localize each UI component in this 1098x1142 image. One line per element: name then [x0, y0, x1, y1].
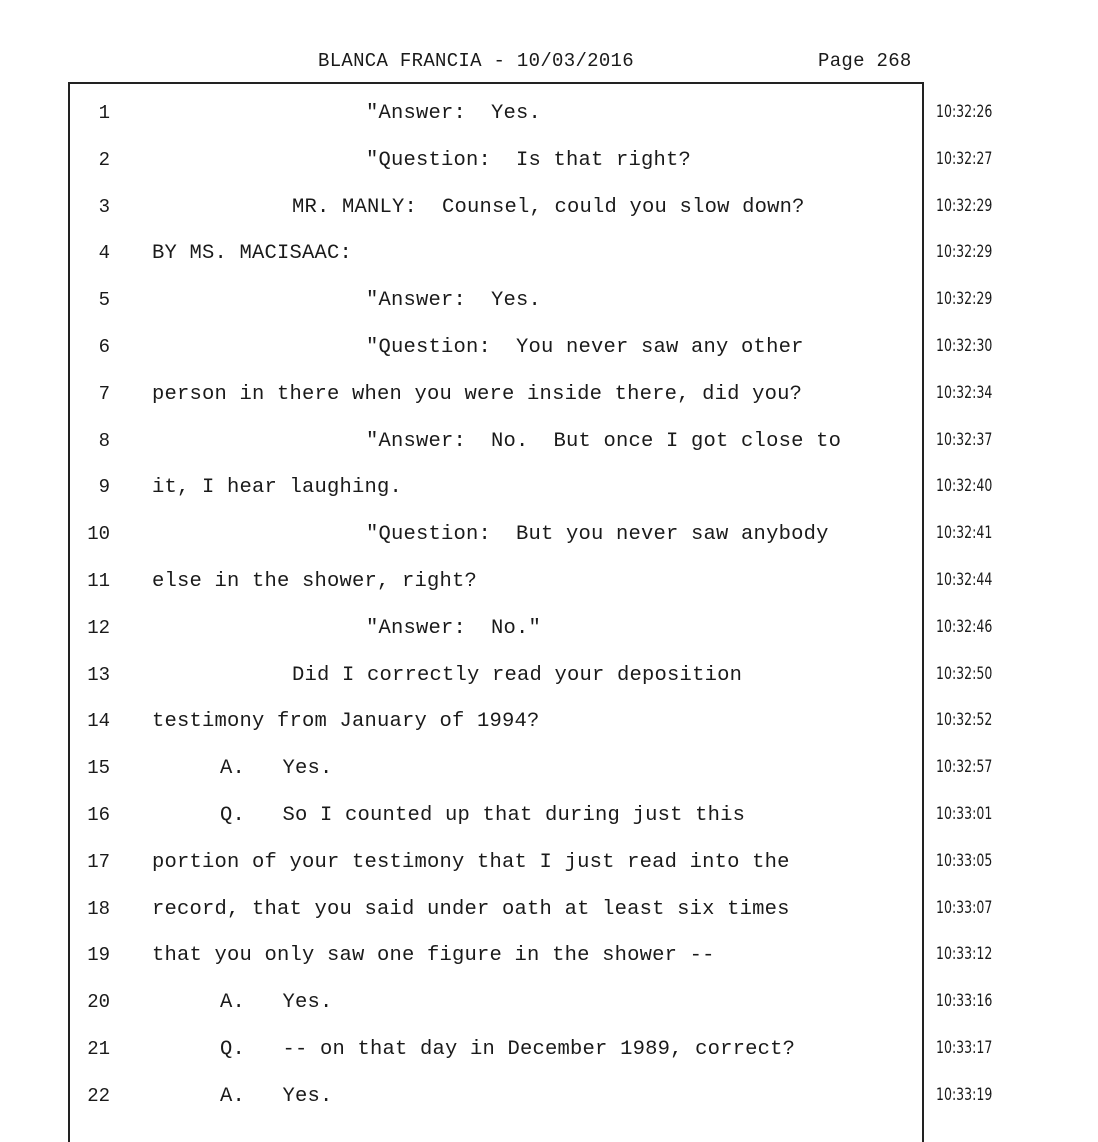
transcript-line	[0, 605, 1098, 652]
timestamp: 10:33:07	[936, 897, 993, 918]
transcript-line	[0, 324, 1098, 371]
line-text: "Answer: Yes.	[366, 289, 542, 313]
line-number: 22	[87, 1084, 110, 1107]
timestamp: 10:33:12	[936, 944, 993, 965]
line-number: 17	[87, 850, 110, 873]
line-text: record, that you said under oath at least six times	[152, 897, 790, 921]
line-number: 20	[87, 991, 110, 1014]
transcript-line	[0, 230, 1098, 277]
line-text: "Question: Is that right?	[366, 148, 692, 172]
line-number: 5	[98, 289, 110, 312]
transcript-line	[0, 932, 1098, 979]
transcript-line	[0, 652, 1098, 699]
transcript-line	[0, 371, 1098, 418]
line-number: 9	[98, 476, 110, 499]
timestamp: 10:32:29	[936, 242, 993, 263]
timestamp: 10:33:01	[936, 804, 993, 824]
timestamp: 10:32:50	[936, 663, 993, 684]
line-text: it, I hear laughing.	[152, 476, 403, 500]
line-number: 19	[87, 944, 110, 967]
line-number: 6	[98, 336, 110, 358]
timestamp: 10:32:37	[936, 429, 993, 450]
timestamp: 10:33:05	[936, 850, 993, 871]
line-number: 12	[87, 616, 110, 639]
transcript-line	[0, 979, 1098, 1026]
line-text: "Question: But you never saw anybody	[366, 523, 829, 547]
line-text: "Answer: No."	[366, 616, 542, 640]
timestamp: 10:32:27	[936, 148, 993, 169]
line-text: MR. MANLY: Counsel, could you slow down?	[292, 195, 805, 219]
line-number: 15	[87, 757, 110, 780]
transcript-line	[0, 137, 1098, 184]
line-number: 11	[87, 570, 110, 592]
line-number: 10	[87, 523, 110, 546]
line-number: 14	[87, 710, 110, 733]
transcript-line	[0, 1026, 1098, 1073]
line-text: Q. So I counted up that during just this	[220, 804, 746, 827]
line-text: that you only saw one figure in the shower --	[152, 944, 715, 968]
line-number: 21	[87, 1038, 110, 1060]
line-text: Q. -- on that day in December 1989, correct?	[220, 1038, 796, 1061]
timestamp: 10:32:57	[936, 757, 993, 778]
transcript-line	[0, 698, 1098, 745]
transcript-line	[0, 184, 1098, 231]
line-text: "Answer: No. But once I got close to	[366, 429, 842, 453]
line-text: "Question: You never saw any other	[366, 336, 804, 359]
line-number: 18	[87, 897, 110, 920]
line-text: portion of your testimony that I just read into the	[152, 850, 790, 874]
line-text: Did I correctly read your deposition	[292, 663, 743, 687]
line-number: 7	[98, 382, 110, 405]
transcript-line	[0, 745, 1098, 792]
line-text: "Answer: Yes.	[366, 102, 542, 125]
transcript-line	[0, 886, 1098, 933]
line-number: 8	[98, 429, 110, 452]
timestamp: 10:33:19	[936, 1084, 993, 1105]
deposition-title: BLANCA FRANCIA - 10/03/2016	[318, 50, 634, 72]
line-text: A. Yes.	[220, 991, 333, 1015]
timestamp: 10:32:29	[936, 195, 993, 216]
timestamp: 10:32:26	[936, 102, 993, 122]
line-text: testimony from January of 1994?	[152, 710, 540, 734]
line-number: 2	[98, 148, 110, 171]
line-number: 4	[98, 242, 110, 265]
line-text: A. Yes.	[220, 757, 333, 781]
timestamp: 10:33:17	[936, 1038, 993, 1058]
transcript-line	[0, 792, 1098, 839]
timestamp: 10:32:34	[936, 382, 993, 403]
line-number: 3	[98, 195, 110, 218]
page-number: Page 268	[818, 50, 912, 72]
transcript-line	[0, 1073, 1098, 1120]
transcript-line	[0, 418, 1098, 465]
timestamp: 10:32:29	[936, 289, 993, 310]
timestamp: 10:32:40	[936, 476, 993, 497]
timestamp: 10:32:30	[936, 336, 993, 356]
timestamp: 10:32:44	[936, 570, 993, 590]
transcript-line	[0, 839, 1098, 886]
transcript-line	[0, 558, 1098, 605]
line-number: 1	[98, 102, 110, 124]
timestamp: 10:32:41	[936, 523, 993, 544]
transcript-line	[0, 277, 1098, 324]
line-text: person in there when you were inside there, did you?	[152, 382, 803, 406]
line-text: BY MS. MACISAAC:	[152, 242, 353, 266]
line-number: 16	[87, 804, 110, 826]
line-text: else in the shower, right?	[152, 570, 478, 593]
page-header	[0, 48, 1098, 78]
transcript-line	[0, 511, 1098, 558]
timestamp: 10:32:46	[936, 616, 993, 637]
timestamp: 10:32:52	[936, 710, 993, 731]
line-text: A. Yes.	[220, 1084, 333, 1108]
transcript-line	[0, 90, 1098, 137]
line-number: 13	[87, 663, 110, 686]
timestamp: 10:33:16	[936, 991, 993, 1012]
transcript-line	[0, 464, 1098, 511]
